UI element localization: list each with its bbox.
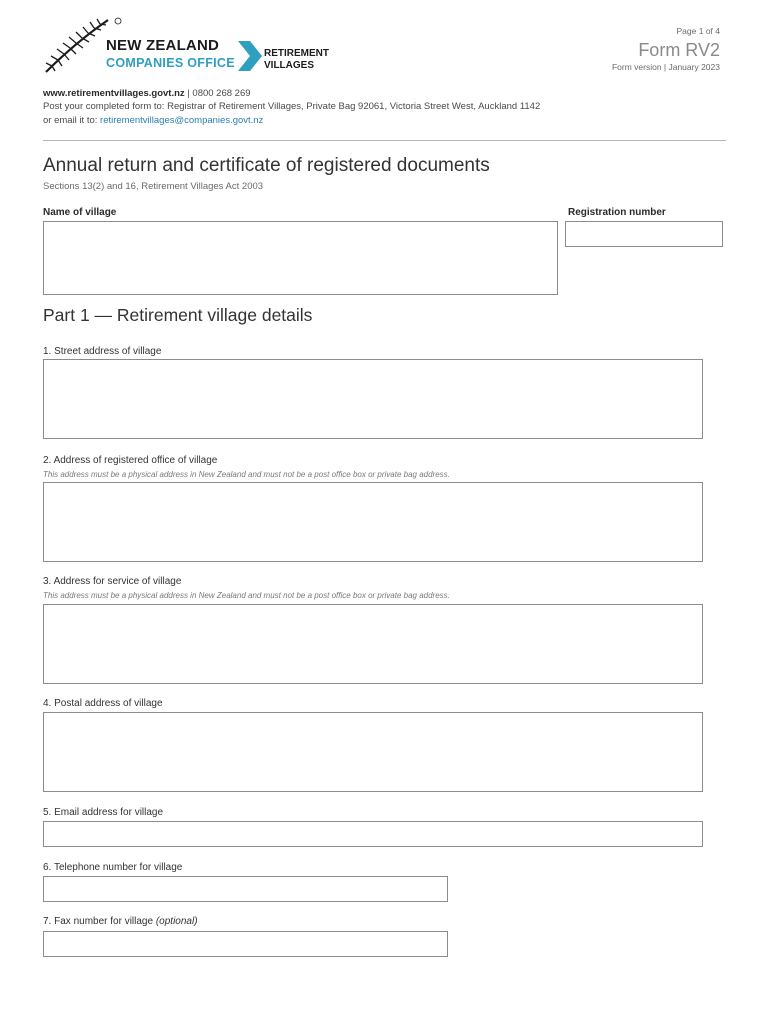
- fax-number-input[interactable]: [43, 931, 448, 957]
- address-for-service-label: 3. Address for service of village: [43, 576, 182, 587]
- logo-line-retirement: RETIREMENT: [264, 48, 329, 59]
- post-instructions: Post your completed form to: Registrar of Retirement Villages, Private Bag 92061, Victoria Street West, Auckland 1142: [43, 101, 541, 112]
- form-version: Form version | January 2023: [611, 62, 720, 72]
- name-of-village-input[interactable]: [43, 221, 558, 295]
- email-prefix: or email it to:: [43, 115, 98, 126]
- street-address-label: 1. Street address of village: [43, 346, 162, 357]
- part-1-title: Part 1 — Retirement village details: [43, 305, 313, 325]
- registered-office-address-label: 2. Address of registered office of village: [43, 455, 218, 466]
- document-subtitle: Sections 13(2) and 16, Retirement Villages Act 2003: [43, 181, 264, 192]
- logo-line-companies-office: COMPANIES OFFICE: [106, 56, 235, 70]
- phone-number: | 0800 268 269: [187, 88, 251, 99]
- registration-number-input[interactable]: [565, 221, 723, 247]
- name-of-village-label: Name of village: [43, 207, 117, 218]
- address-for-service-input[interactable]: [43, 604, 703, 684]
- registered-office-address-input[interactable]: [43, 482, 703, 562]
- header-divider: [43, 140, 726, 141]
- registered-office-address-note: This address must be a physical address in New Zealand and must not be a post office box or private bag address.: [43, 470, 450, 479]
- page-indicator: Page 1 of 4: [676, 26, 720, 36]
- form-name: Form RV2: [638, 40, 720, 60]
- logo-line-villages: VILLAGES: [264, 60, 315, 71]
- postal-address-label: 4. Postal address of village: [43, 698, 163, 709]
- website-link[interactable]: www.retirementvillages.govt.nz: [43, 88, 185, 99]
- street-address-input[interactable]: [43, 359, 703, 439]
- contact-line: [43, 88, 251, 99]
- optional-marker: (optional): [155, 916, 198, 927]
- chevron-right-icon: [238, 41, 262, 71]
- fax-number-label-text: 7. Fax number for village: [43, 916, 154, 927]
- email-instructions: [43, 115, 263, 126]
- email-link[interactable]: retirementvillages@companies.govt.nz: [100, 115, 264, 126]
- email-address-label: 5. Email address for village: [43, 807, 164, 818]
- registration-number-label: Registration number: [568, 207, 666, 218]
- postal-address-input[interactable]: [43, 712, 703, 792]
- fax-number-label: [43, 916, 198, 927]
- email-address-input[interactable]: [43, 821, 703, 847]
- telephone-number-label: 6. Telephone number for village: [43, 862, 183, 873]
- logo-line-new-zealand: NEW ZEALAND: [106, 37, 220, 54]
- document-title: Annual return and certificate of registered documents: [43, 155, 490, 176]
- telephone-number-input[interactable]: [43, 876, 448, 902]
- address-for-service-note: This address must be a physical address in New Zealand and must not be a post office box or private bag address.: [43, 591, 450, 600]
